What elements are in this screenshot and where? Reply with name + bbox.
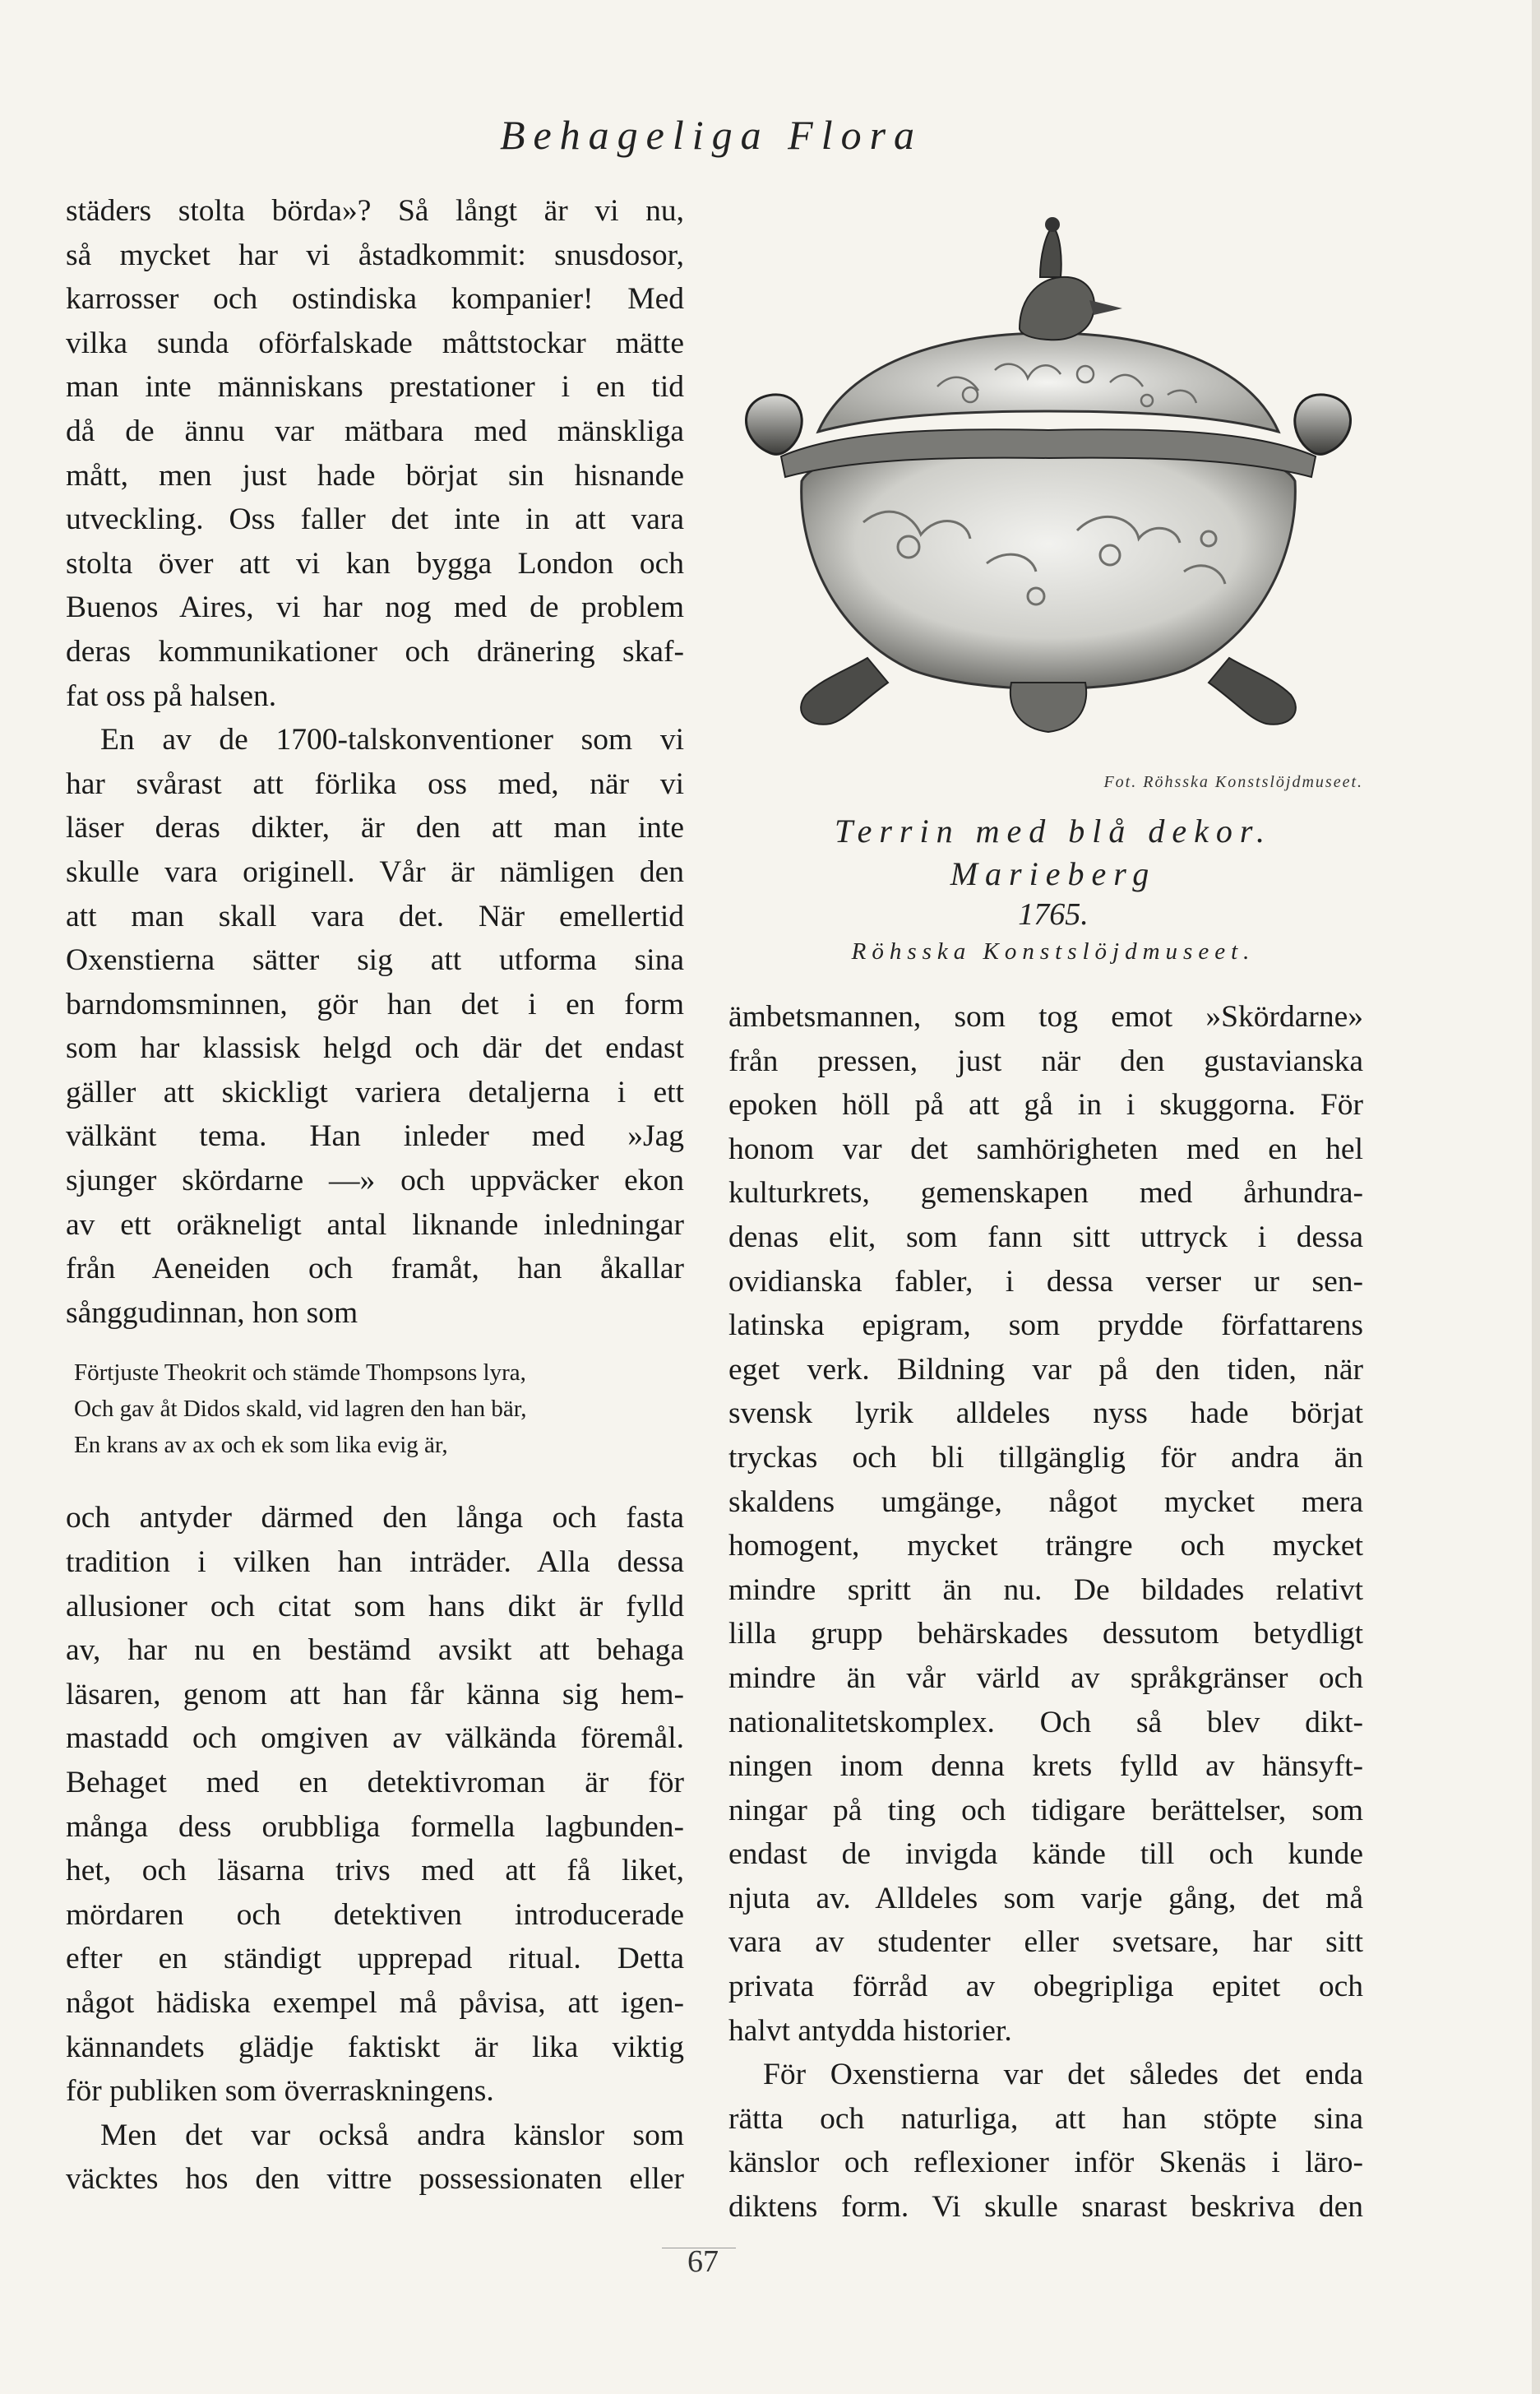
text-line: något hädiska exempel må påvisa, att igen-	[66, 1985, 684, 2020]
text-line: het, och läsarna trivs med att få liket,	[66, 1854, 684, 1888]
text-line: tryckas och bli tillgänglig för andra än	[728, 1440, 1363, 1475]
text-line: allusioner och citat som hans dikt är fylld	[66, 1589, 684, 1623]
text-line: Oxenstierna sätter sig att utforma sina	[66, 943, 684, 978]
text-line: många dess orubbliga formella lagbunden-	[66, 1809, 684, 1844]
text-line: latinska epigram, som prydde författarens	[728, 1308, 1363, 1343]
text-line: Men det var också andra känslor som	[100, 2118, 684, 2152]
paragraph	[728, 2053, 1363, 2229]
text-line: mindre spritt än nu. De bildades relativt	[728, 1572, 1363, 1607]
text-line: karrosser och ostindiska kompanier! Med	[66, 282, 684, 317]
text-line: svensk lyrik alldeles nyss hade börjat	[728, 1396, 1363, 1431]
text-line: väcktes hos den vittre possessionaten eller	[66, 2162, 684, 2197]
text-line: lilla grupp behärskades dessutom betydligt	[728, 1617, 1363, 1651]
text-line: från Aeneiden och framåt, han åkallar	[66, 1252, 684, 1286]
text-line: utveckling. Oss faller det inte in att vara	[66, 502, 684, 537]
text-line: städers stolta börda»? Så långt är vi nu,	[66, 194, 684, 228]
text-line: skulle vara originell. Vår är nämligen den	[66, 854, 684, 889]
text-line: vilka sunda oförfalskade måttstockar mätte	[66, 326, 684, 360]
text-line: endast de invigda kände till och kunde	[728, 1837, 1363, 1872]
text-line: som har klassisk helgd och där det endast	[66, 1031, 684, 1066]
text-line: så mycket har vi åstadkommit: snusdosor,	[66, 238, 684, 272]
verse-line: En krans av ax och ek som lika evig är,	[74, 1432, 448, 1459]
text-line: mått, men just hade börjat sin hisnande	[66, 458, 684, 493]
figure-caption	[728, 810, 1378, 970]
running-head: Behageliga Flora	[499, 112, 923, 158]
text-line: deras kommunikationer och dränering skaf-	[66, 634, 684, 669]
paragraph	[66, 718, 684, 1335]
text-line: sjunger skördarne —» och uppväcker ekon	[66, 1164, 684, 1198]
text-line: honom var det samhörigheten med en hel	[728, 1132, 1363, 1166]
text-line: barndomsminnen, gör han det i en form	[66, 987, 684, 1021]
text-line: skaldens umgänge, något mycket mera	[728, 1484, 1363, 1519]
verse-quote	[74, 1354, 684, 1463]
verse-line: Och gav åt Didos skald, vid lagren den han bär,	[74, 1396, 527, 1423]
text-line: känslor och reflexioner inför Skenäs i läro-	[728, 2146, 1363, 2180]
text-line: ningar på ting och tidigare berättelser, som	[728, 1793, 1363, 1827]
page-edge	[1532, 0, 1540, 2394]
text-line: ningen inom denna krets fylld av hänsyft-	[728, 1749, 1363, 1784]
text-line: av ett oräkneligt antal liknande inledningar	[66, 1207, 684, 1242]
text-line: rätta och naturliga, att han stöpte sina	[728, 2101, 1363, 2136]
text-line: Behaget med en detektivroman är för	[66, 1766, 684, 1799]
text-line: ovidianska fabler, i dessa verser ur sen-	[728, 1264, 1363, 1299]
text-line: och antyder därmed den långa och fasta	[66, 1501, 684, 1535]
text-line: nationalitetskomplex. Och så blev dikt-	[728, 1705, 1363, 1739]
text-line: kulturkrets, gemenskapen med århundra-	[728, 1176, 1363, 1211]
caption-title: Terrin med blå dekor. Marieberg	[835, 813, 1272, 892]
photo-credit: Fot. Röhsska Konstslöjdmuseet.	[1103, 773, 1363, 791]
text-line: homogent, mycket trängre och mycket	[728, 1529, 1363, 1563]
paragraph	[66, 2114, 684, 2202]
paragraph	[66, 189, 684, 718]
text-line: halvt antydda historier.	[728, 2013, 1012, 2048]
left-column	[66, 189, 684, 2202]
text-line: mördaren och detektiven introducerade	[66, 1897, 684, 1932]
caption-year: 1765.	[1018, 897, 1089, 932]
right-column	[728, 995, 1363, 2230]
text-line: att man skall vara det. När emellertid	[66, 899, 684, 933]
text-line: då de ännu var mätbara med mänskliga	[66, 414, 684, 448]
text-line: En av de 1700-talskonventioner som vi	[100, 723, 684, 757]
tureen-photo	[724, 210, 1373, 769]
text-line: sånggudinnan, hon som	[66, 1295, 358, 1330]
text-line: denas elit, som fann sitt uttryck i dessa	[728, 1220, 1363, 1254]
text-line: njuta av. Alldeles som varje gång, det må	[728, 1881, 1363, 1915]
text-line: Buenos Aires, vi har nog med de problem	[66, 590, 684, 625]
text-line: välkänt tema. Han inleder med »Jag	[66, 1119, 684, 1154]
text-line: eget verk. Bildning var på den tiden, när	[728, 1352, 1363, 1387]
text-line: vara av studenter eller svetsare, har sitt	[728, 1925, 1363, 1960]
text-line: diktens form. Vi skulle snarast beskriva den	[728, 2190, 1363, 2225]
text-line: stolta över att vi kan bygga London och	[66, 546, 684, 581]
text-line: tradition i vilken han inträder. Alla dessa	[66, 1545, 684, 1580]
text-line: ämbetsmannen, som tog emot »Skördarne»	[728, 1000, 1363, 1034]
text-line: har svårast att förlika oss med, när vi	[66, 766, 684, 801]
text-line: man inte människans prestationer i en tid	[66, 370, 684, 405]
text-line: gäller att skickligt variera detaljerna i ett	[66, 1075, 684, 1109]
text-line: av, har nu en bestämd avsikt att behaga	[66, 1633, 684, 1668]
text-line: läsaren, genom att han får känna sig hem-	[66, 1677, 684, 1711]
text-line: efter en ständigt upprepad ritual. Detta	[66, 1942, 684, 1976]
page-number: 67	[687, 2244, 719, 2279]
text-line: privata förråd av obegripliga epitet och	[728, 1970, 1363, 2004]
caption-museum: Röhsska Konstslöjdmuseet.	[851, 938, 1256, 965]
text-line: epoken höll på att gå in i skuggorna. För	[728, 1088, 1363, 1123]
text-line: mastadd och omgiven av välkända föremål.	[66, 1721, 684, 1756]
text-line: från pressen, just när den gustavianska	[728, 1044, 1363, 1078]
verse-line: Förtjuste Theokrit och stämde Thompsons lyra,	[74, 1359, 526, 1387]
tureen-illustration	[724, 210, 1373, 769]
text-line: För Oxenstierna var det således det enda	[763, 2058, 1363, 2092]
text-line: mindre än vår värld av språkgränser och	[728, 1660, 1363, 1695]
text-line: läser deras dikter, är den att man inte	[66, 811, 684, 845]
text-line: för publiken som överraskningens.	[66, 2074, 494, 2109]
text-line: kännandets glädje faktiskt är lika viktig	[66, 2030, 684, 2064]
paragraph	[728, 995, 1363, 2053]
text-line: fat oss på halsen.	[66, 678, 277, 713]
paragraph	[66, 1496, 684, 2113]
